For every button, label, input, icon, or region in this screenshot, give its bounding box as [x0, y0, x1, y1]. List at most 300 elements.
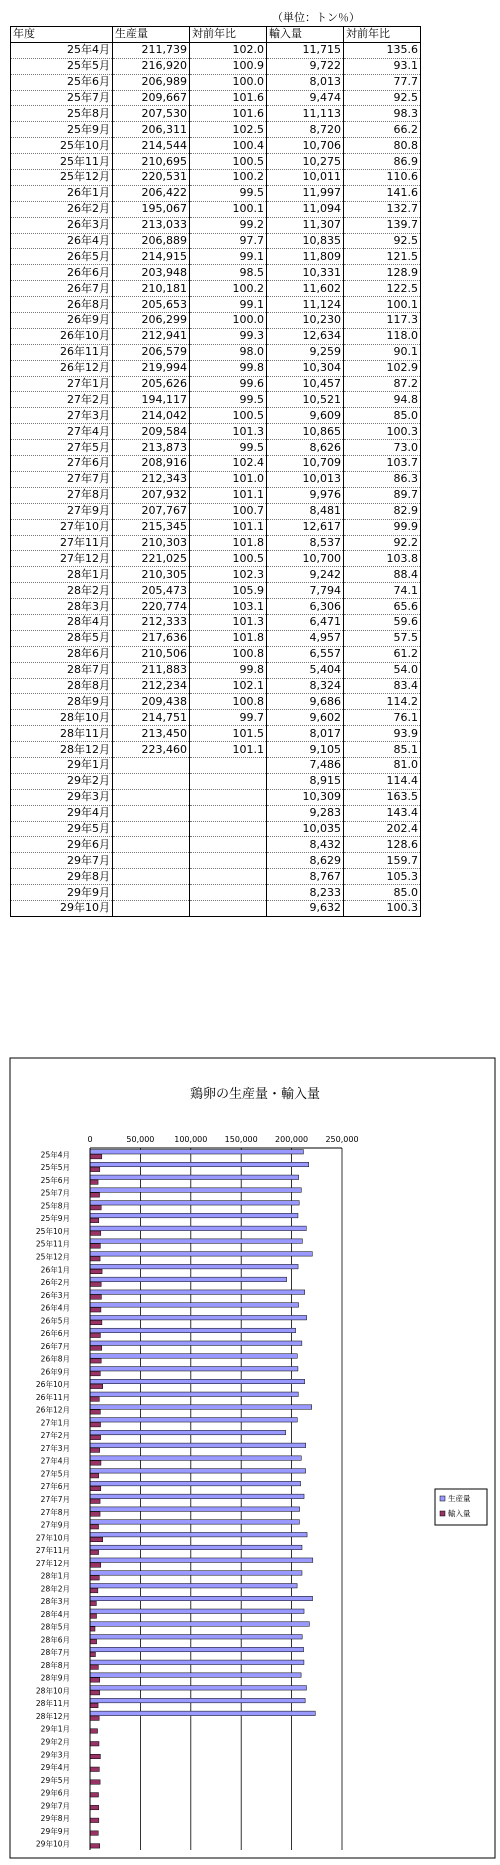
cell-period: 29年2月 [11, 773, 113, 789]
y-tick-label: 29年7月 [40, 1801, 70, 1811]
cell-import: 7,486 [267, 757, 344, 773]
header-import: 輸入量 [267, 27, 344, 43]
cell-period: 27年4月 [11, 424, 113, 440]
cell-import: 6,471 [267, 614, 344, 630]
bar-import [90, 1576, 99, 1580]
y-tick-label: 27年7月 [40, 1495, 70, 1504]
legend-swatch-import [440, 1511, 445, 1516]
cell-import-yoy: 100.3 [344, 900, 421, 916]
y-tick-label: 26年4月 [40, 1303, 70, 1313]
cell-production-yoy: 101.6 [190, 90, 267, 106]
cell-production: 210,506 [113, 646, 190, 662]
bar-production [90, 1686, 306, 1690]
cell-production: 223,460 [113, 742, 190, 758]
bar-import [90, 1690, 100, 1694]
bar-import [90, 1320, 102, 1324]
bar-production [90, 1571, 302, 1575]
cell-import: 9,474 [267, 90, 344, 106]
cell-import: 9,283 [267, 805, 344, 821]
cell-import: 11,113 [267, 106, 344, 122]
y-tick-label: 29年3月 [40, 1750, 70, 1760]
cell-production-yoy: 100.5 [190, 408, 267, 424]
y-tick-label: 25年12月 [35, 1252, 70, 1262]
y-tick-label: 26年8月 [40, 1354, 70, 1364]
bar-import [90, 1665, 98, 1669]
cell-import-yoy: 85.1 [344, 742, 421, 758]
bar-import [90, 1588, 98, 1592]
bar-import [90, 1703, 98, 1707]
cell-import-yoy: 74.1 [344, 583, 421, 599]
y-tick-label: 27年3月 [40, 1443, 70, 1453]
bar-production [90, 1418, 297, 1422]
cell-production: 212,234 [113, 678, 190, 694]
cell-import-yoy: 54.0 [344, 662, 421, 678]
cell-period: 26年12月 [11, 360, 113, 376]
bar-import [90, 1308, 101, 1312]
cell-import-yoy: 128.6 [344, 837, 421, 853]
cell-production: 207,530 [113, 106, 190, 122]
bar-production [90, 1430, 286, 1434]
bar-production [90, 1150, 303, 1154]
bar-import [90, 1333, 100, 1337]
cell-production-yoy: 97.7 [190, 233, 267, 249]
bar-production [90, 1609, 304, 1613]
cell-production: 206,989 [113, 74, 190, 90]
y-tick-label: 28年5月 [40, 1622, 70, 1632]
cell-production-yoy: 101.8 [190, 535, 267, 551]
bar-import [90, 1397, 99, 1401]
x-tick-label: 50,000 [126, 1135, 155, 1144]
cell-import-yoy: 93.9 [344, 726, 421, 742]
cell-production: 194,117 [113, 392, 190, 408]
y-tick-label: 28年8月 [40, 1660, 70, 1670]
cell-period: 28年6月 [11, 646, 113, 662]
cell-production: 212,343 [113, 471, 190, 487]
bar-import [90, 1844, 100, 1848]
cell-import-yoy: 128.9 [344, 265, 421, 281]
cell-import-yoy: 82.9 [344, 503, 421, 519]
bar-production [90, 1711, 315, 1715]
bar-import [90, 1218, 99, 1222]
y-tick-label: 28年9月 [40, 1673, 70, 1683]
cell-import-yoy: 59.6 [344, 614, 421, 630]
bar-production [90, 1392, 298, 1396]
y-tick-label: 29年9月 [40, 1826, 70, 1836]
bar-production [90, 1520, 299, 1524]
cell-import: 11,307 [267, 217, 344, 233]
cell-production-yoy: 102.4 [190, 456, 267, 472]
cell-production-yoy: 99.2 [190, 217, 267, 233]
bar-import [90, 1231, 101, 1235]
bar-import [90, 1831, 98, 1835]
cell-period: 27年10月 [11, 519, 113, 535]
y-tick-label: 28年3月 [40, 1597, 70, 1607]
bar-production [90, 1175, 299, 1179]
bar-production [90, 1635, 302, 1639]
cell-production-yoy: 100.9 [190, 58, 267, 74]
cell-period: 29年4月 [11, 805, 113, 821]
cell-import-yoy: 88.4 [344, 567, 421, 583]
cell-production-yoy: 99.5 [190, 392, 267, 408]
cell-import: 9,602 [267, 710, 344, 726]
bar-production [90, 1405, 312, 1409]
y-tick-label: 28年2月 [40, 1584, 70, 1594]
bar-import [90, 1563, 101, 1567]
cell-production-yoy: 100.8 [190, 646, 267, 662]
cell-import-yoy: 92.2 [344, 535, 421, 551]
y-tick-label: 29年10月 [35, 1839, 70, 1849]
cell-period: 27年1月 [11, 376, 113, 392]
cell-period: 25年10月 [11, 138, 113, 154]
bar-production [90, 1583, 297, 1587]
cell-period: 29年9月 [11, 885, 113, 901]
cell-production: 206,422 [113, 185, 190, 201]
bar-import [90, 1678, 100, 1682]
bar-import [90, 1193, 100, 1197]
cell-import: 11,715 [267, 42, 344, 58]
cell-period: 26年11月 [11, 344, 113, 360]
cell-import: 10,835 [267, 233, 344, 249]
cell-period: 28年5月 [11, 630, 113, 646]
cell-production: 207,932 [113, 487, 190, 503]
cell-import: 10,331 [267, 265, 344, 281]
cell-production: 211,883 [113, 662, 190, 678]
cell-import: 11,602 [267, 281, 344, 297]
cell-import-yoy: 132.7 [344, 201, 421, 217]
bar-production [90, 1596, 313, 1600]
cell-period: 28年8月 [11, 678, 113, 694]
cell-production: 212,333 [113, 614, 190, 630]
cell-production-yoy: 102.5 [190, 122, 267, 138]
bar-import [90, 1410, 100, 1414]
bar-production [90, 1443, 306, 1447]
cell-production: 210,305 [113, 567, 190, 583]
cell-production-yoy: 102.3 [190, 567, 267, 583]
cell-period: 28年2月 [11, 583, 113, 599]
y-tick-label: 28年12月 [35, 1711, 70, 1721]
cell-import: 10,035 [267, 821, 344, 837]
cell-import: 8,767 [267, 869, 344, 885]
y-tick-label: 25年9月 [40, 1214, 70, 1224]
cell-period: 26年4月 [11, 233, 113, 249]
cell-production: 214,544 [113, 138, 190, 154]
cell-production: 195,067 [113, 201, 190, 217]
cell-import-yoy: 103.8 [344, 551, 421, 567]
cell-import-yoy: 110.6 [344, 170, 421, 186]
bar-import [90, 1818, 99, 1822]
cell-import: 4,957 [267, 630, 344, 646]
cell-production-yoy: 101.3 [190, 424, 267, 440]
cell-production-yoy: 99.5 [190, 440, 267, 456]
y-tick-label: 25年4月 [40, 1150, 70, 1160]
y-tick-label: 27年6月 [40, 1482, 70, 1492]
cell-import-yoy: 57.5 [344, 630, 421, 646]
cell-import: 8,481 [267, 503, 344, 519]
header-production-yoy: 対前年比 [190, 27, 267, 43]
bar-import [90, 1205, 101, 1209]
cell-production-yoy: 101.1 [190, 487, 267, 503]
cell-import-yoy: 81.0 [344, 757, 421, 773]
bar-import [90, 1269, 102, 1273]
cell-period: 27年7月 [11, 471, 113, 487]
cell-production-yoy: 100.2 [190, 281, 267, 297]
bar-production [90, 1698, 305, 1702]
cell-import: 9,242 [267, 567, 344, 583]
cell-import: 10,700 [267, 551, 344, 567]
cell-import: 10,309 [267, 789, 344, 805]
cell-period: 25年8月 [11, 106, 113, 122]
cell-production: 216,920 [113, 58, 190, 74]
cell-period: 25年5月 [11, 58, 113, 74]
cell-import: 8,233 [267, 885, 344, 901]
cell-period: 28年10月 [11, 710, 113, 726]
bar-production [90, 1660, 304, 1664]
bar-production [90, 1647, 304, 1651]
cell-import: 9,686 [267, 694, 344, 710]
cell-import-yoy: 92.5 [344, 90, 421, 106]
cell-production-yoy: 101.1 [190, 742, 267, 758]
cell-production-yoy: 100.8 [190, 694, 267, 710]
cell-import: 9,609 [267, 408, 344, 424]
bar-import [90, 1601, 96, 1605]
cell-import-yoy: 114.2 [344, 694, 421, 710]
cell-import-yoy: 139.7 [344, 217, 421, 233]
cell-production-yoy: 100.5 [190, 551, 267, 567]
cell-period: 28年12月 [11, 742, 113, 758]
bar-production [90, 1188, 301, 1192]
cell-import: 10,275 [267, 154, 344, 170]
cell-import-yoy: 65.6 [344, 599, 421, 615]
bar-import [90, 1639, 97, 1643]
cell-period: 27年6月 [11, 456, 113, 472]
y-tick-label: 28年11月 [35, 1699, 70, 1709]
cell-production: 213,033 [113, 217, 190, 233]
cell-import-yoy: 85.0 [344, 885, 421, 901]
cell-period: 28年9月 [11, 694, 113, 710]
bar-import [90, 1525, 99, 1529]
cell-period: 28年4月 [11, 614, 113, 630]
cell-import-yoy: 135.6 [344, 42, 421, 58]
bar-production [90, 1494, 304, 1498]
cell-production: 220,774 [113, 599, 190, 615]
cell-import-yoy: 159.7 [344, 853, 421, 869]
cell-production-yoy: 101.0 [190, 471, 267, 487]
bar-import [90, 1371, 100, 1375]
cell-production-yoy: 99.3 [190, 328, 267, 344]
cell-period: 27年5月 [11, 440, 113, 456]
bar-import [90, 1256, 100, 1260]
cell-production-yoy: 99.1 [190, 297, 267, 313]
cell-import: 8,626 [267, 440, 344, 456]
cell-production-yoy: 98.0 [190, 344, 267, 360]
y-tick-label: 26年1月 [40, 1265, 70, 1275]
cell-import: 8,537 [267, 535, 344, 551]
cell-import-yoy: 73.0 [344, 440, 421, 456]
bar-import [90, 1473, 99, 1477]
cell-production: 206,579 [113, 344, 190, 360]
y-tick-label: 27年2月 [40, 1431, 70, 1441]
y-tick-label: 29年6月 [40, 1788, 70, 1798]
cell-import-yoy: 61.2 [344, 646, 421, 662]
cell-import: 8,432 [267, 837, 344, 853]
cell-import-yoy: 93.1 [344, 58, 421, 74]
cell-import: 8,324 [267, 678, 344, 694]
cell-period: 27年12月 [11, 551, 113, 567]
cell-import: 11,094 [267, 201, 344, 217]
header-import-yoy: 対前年比 [344, 27, 421, 43]
cell-import-yoy: 122.5 [344, 281, 421, 297]
y-tick-label: 27年12月 [35, 1558, 70, 1568]
cell-production: 213,873 [113, 440, 190, 456]
cell-production: 210,695 [113, 154, 190, 170]
cell-import: 11,997 [267, 185, 344, 201]
cell-production-yoy: 101.5 [190, 726, 267, 742]
cell-production-yoy: 99.8 [190, 662, 267, 678]
unit-note: （単位：トン％） [272, 11, 360, 24]
y-tick-label: 25年7月 [40, 1188, 70, 1198]
cell-import: 8,720 [267, 122, 344, 138]
cell-import-yoy: 66.2 [344, 122, 421, 138]
cell-production: 206,299 [113, 313, 190, 329]
cell-import: 9,722 [267, 58, 344, 74]
y-tick-label: 29年1月 [40, 1724, 70, 1734]
cell-import: 10,304 [267, 360, 344, 376]
bar-production [90, 1277, 287, 1281]
cell-import-yoy: 98.3 [344, 106, 421, 122]
y-tick-label: 26年6月 [40, 1329, 70, 1339]
y-tick-label: 25年6月 [40, 1175, 70, 1185]
bar-import [90, 1767, 99, 1771]
bar-production [90, 1328, 296, 1332]
bar-import [90, 1461, 101, 1465]
cell-production-yoy: 105.9 [190, 583, 267, 599]
cell-import: 7,794 [267, 583, 344, 599]
cell-production-yoy: 102.1 [190, 678, 267, 694]
legend-label-import: 輸入量 [448, 1509, 471, 1518]
legend-swatch-production [440, 1496, 445, 1501]
bar-import [90, 1742, 99, 1746]
bar-production [90, 1532, 307, 1536]
bar-import [90, 1537, 103, 1541]
cell-production-yoy: 100.2 [190, 170, 267, 186]
cell-production-yoy: 99.8 [190, 360, 267, 376]
cell-production: 211,739 [113, 42, 190, 58]
cell-production: 205,653 [113, 297, 190, 313]
bar-import [90, 1780, 100, 1784]
y-tick-label: 25年10月 [35, 1226, 70, 1236]
y-tick-label: 29年4月 [40, 1763, 70, 1773]
y-tick-label: 26年2月 [40, 1278, 70, 1288]
cell-import-yoy: 202.4 [344, 821, 421, 837]
cell-import-yoy: 100.1 [344, 297, 421, 313]
bar-production [90, 1379, 305, 1383]
cell-production-yoy: 101.6 [190, 106, 267, 122]
cell-period: 26年1月 [11, 185, 113, 201]
x-tick-label: 100,000 [174, 1135, 208, 1144]
cell-production-yoy: 99.7 [190, 710, 267, 726]
y-tick-label: 25年8月 [40, 1201, 70, 1211]
bar-import [90, 1805, 99, 1809]
bar-import [90, 1512, 100, 1516]
bar-production [90, 1354, 297, 1358]
bar-production [90, 1558, 313, 1562]
cell-period: 26年3月 [11, 217, 113, 233]
chart-title: 鶏卵の生産量・輸入量 [189, 1087, 321, 1102]
cell-import: 6,306 [267, 599, 344, 615]
cell-import-yoy: 77.7 [344, 74, 421, 90]
bar-production [90, 1315, 307, 1319]
cell-production-yoy: 100.0 [190, 313, 267, 329]
bar-import [90, 1550, 99, 1554]
y-tick-label: 29年2月 [40, 1737, 70, 1747]
cell-production: 206,311 [113, 122, 190, 138]
cell-production-yoy: 100.5 [190, 154, 267, 170]
y-tick-label: 27年4月 [40, 1456, 70, 1466]
y-tick-label: 27年5月 [40, 1469, 70, 1479]
cell-period: 26年10月 [11, 328, 113, 344]
header-production: 生産量 [113, 27, 190, 43]
cell-import-yoy: 121.5 [344, 249, 421, 265]
cell-production: 209,584 [113, 424, 190, 440]
cell-import: 10,011 [267, 170, 344, 186]
cell-production: 212,941 [113, 328, 190, 344]
cell-period: 25年12月 [11, 170, 113, 186]
cell-import: 10,521 [267, 392, 344, 408]
cell-import-yoy: 103.7 [344, 456, 421, 472]
cell-import-yoy: 143.4 [344, 805, 421, 821]
bar-import [90, 1295, 101, 1299]
x-tick-label: 0 [87, 1135, 93, 1144]
cell-import-yoy: 99.9 [344, 519, 421, 535]
cell-period: 25年6月 [11, 74, 113, 90]
bar-import [90, 1244, 100, 1248]
bar-import [90, 1448, 100, 1452]
cell-production-yoy: 99.1 [190, 249, 267, 265]
cell-production-yoy: 100.4 [190, 138, 267, 154]
y-tick-label: 26年10月 [35, 1380, 70, 1390]
y-tick-label: 27年1月 [40, 1418, 70, 1428]
cell-import: 11,809 [267, 249, 344, 265]
cell-import-yoy: 94.8 [344, 392, 421, 408]
cell-period: 29年6月 [11, 837, 113, 853]
cell-import: 12,634 [267, 328, 344, 344]
cell-production: 203,948 [113, 265, 190, 281]
y-tick-label: 28年4月 [40, 1609, 70, 1619]
cell-period: 29年7月 [11, 853, 113, 869]
bar-production [90, 1545, 302, 1549]
cell-period: 26年7月 [11, 281, 113, 297]
bar-import [90, 1614, 97, 1618]
y-tick-label: 25年11月 [35, 1239, 70, 1249]
cell-production: 217,636 [113, 630, 190, 646]
cell-production: 205,626 [113, 376, 190, 392]
cell-import: 10,457 [267, 376, 344, 392]
cell-period: 25年7月 [11, 90, 113, 106]
cell-production: 210,181 [113, 281, 190, 297]
cell-period: 25年4月 [11, 42, 113, 58]
y-tick-label: 26年5月 [40, 1316, 70, 1326]
cell-import-yoy: 90.1 [344, 344, 421, 360]
bar-production [90, 1456, 301, 1460]
cell-period: 27年3月 [11, 408, 113, 424]
cell-import-yoy: 85.0 [344, 408, 421, 424]
cell-period: 28年3月 [11, 599, 113, 615]
cell-import-yoy: 86.3 [344, 471, 421, 487]
cell-production: 213,450 [113, 726, 190, 742]
cell-import: 8,915 [267, 773, 344, 789]
bar-import [90, 1754, 100, 1758]
cell-period: 28年1月 [11, 567, 113, 583]
